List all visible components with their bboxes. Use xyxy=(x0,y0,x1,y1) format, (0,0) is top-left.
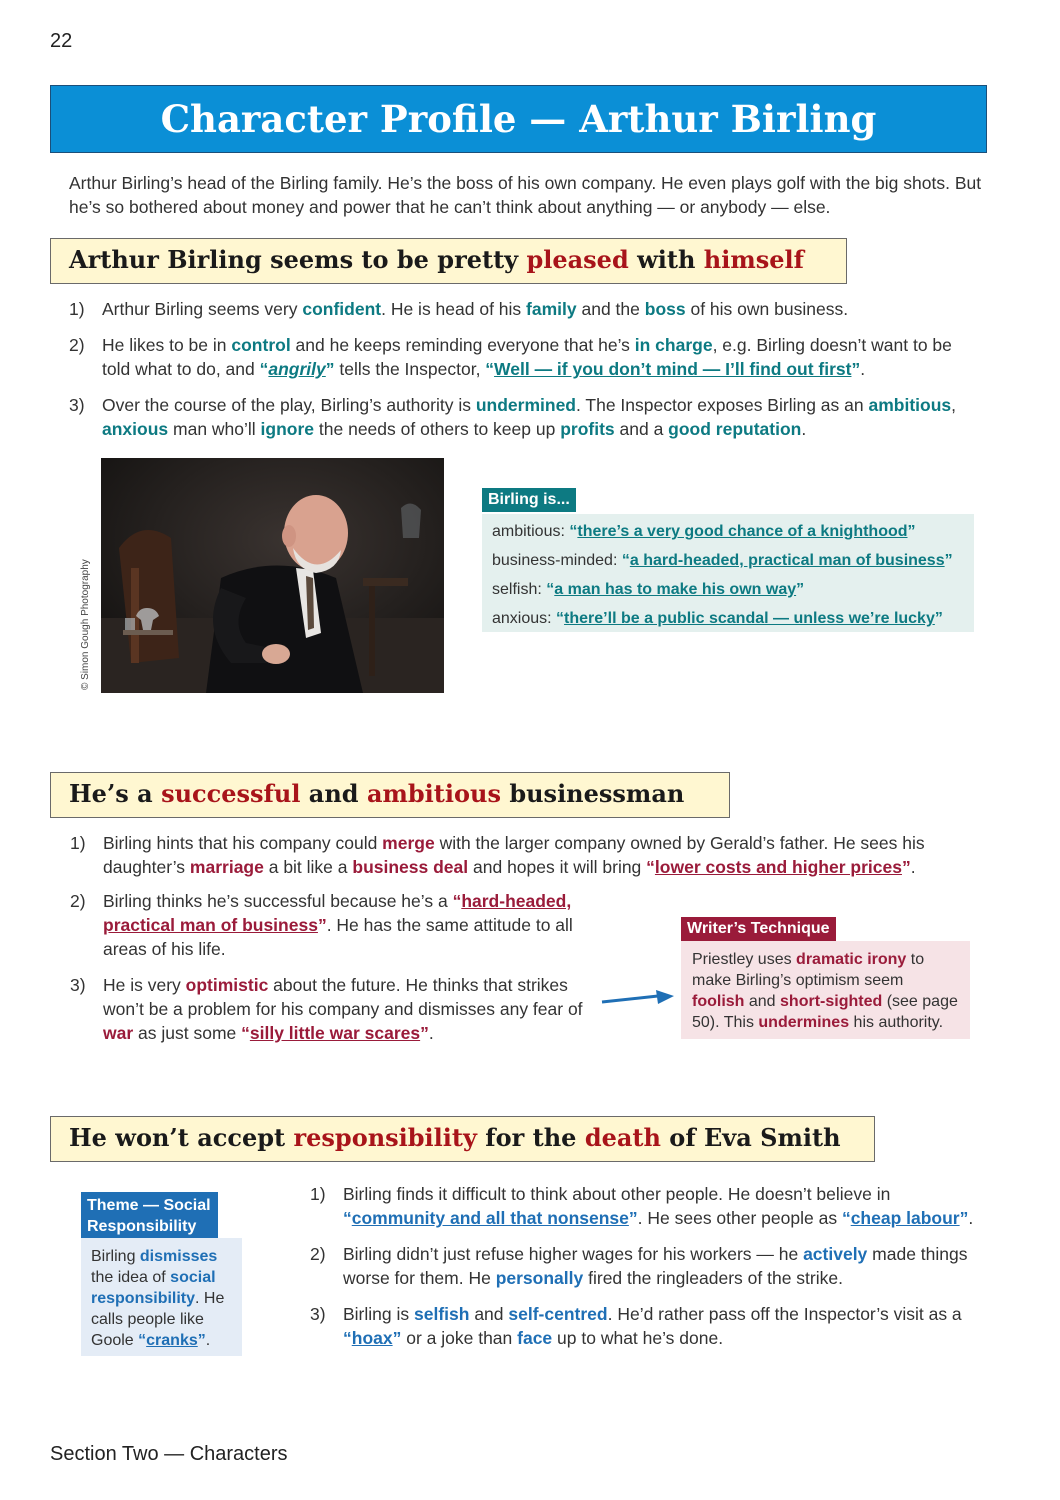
list-item: 2) Birling didn’t just refuse higher wages for his workers — he actively made things worse for them. He personally fired the ringleaders of the strike. xyxy=(310,1244,968,1288)
arrow-right-icon xyxy=(600,988,676,1010)
title-banner xyxy=(50,85,987,153)
photo-credit: © Simon Gough Photography xyxy=(80,559,91,690)
section2-list xyxy=(70,831,985,891)
list-item: 2) He likes to be in control and he keeps reminding everyone that he’s in charge, e.g. Birling doesn’t want to be told what to do, and “angrily” tells the Inspector, “Well — if you don’t mind — I’ll find out first”. xyxy=(69,335,952,379)
section1-list xyxy=(69,297,984,453)
birling-is-row: business-minded: “a hard-headed, practical man of business” xyxy=(492,552,953,569)
page-number: 22 xyxy=(50,30,73,52)
list-item: 3) He is very optimistic about the future. He thinks that strikes won’t be a problem for his company and dismisses any fear of war as just some “silly little war scares”. xyxy=(70,975,583,1043)
page-title: Character Profile — Arthur Birling xyxy=(160,97,877,141)
intro-paragraph: Arthur Birling’s head of the Birling family. He’s the boss of his own company. He even plays golf with the big shots. But he’s so bothered about money and power that he can’t think about anything — or anybody — else. xyxy=(69,173,982,217)
birling-is-box xyxy=(482,514,974,632)
section-footer: Section Two — Characters xyxy=(50,1443,288,1465)
photo-illustration xyxy=(101,458,444,693)
section2-list-narrow xyxy=(70,889,595,1057)
list-item: 1) Arthur Birling seems very confident. He is head of his family and the boss of his own business. xyxy=(69,299,849,319)
writers-technique-box: Priestley uses dramatic irony to make Birling’s optimism seem foolish and short-sighted (see page 50). This undermines his authority. xyxy=(681,941,970,1039)
list-item: 1) Birling hints that his company could merge with the larger company owned by Gerald’s father. He sees his daughter’s marriage a bit like a business deal and hopes it will bring “lower costs and higher prices”. xyxy=(70,833,925,877)
theme-box: Birling dismisses the idea of social responsibility. He calls people like Goole “cranks”. xyxy=(81,1238,242,1356)
list-item: 2) Birling thinks he’s successful because he’s a “hard-headed, practical man of business”. He has the same attitude to all areas of his life. xyxy=(70,891,573,959)
birling-is-row: selfish: “a man has to make his own way” xyxy=(492,581,805,598)
birling-photo xyxy=(101,458,444,693)
theme-tag: Theme — Social Responsibility xyxy=(81,1192,218,1240)
writers-technique-tag: Writer’s Technique xyxy=(681,917,836,941)
section-heading-successful: He’s a successful and ambitious businessman xyxy=(50,772,730,818)
section-heading-pleased: Arthur Birling seems to be pretty pleased with himself xyxy=(50,238,847,284)
section3-list xyxy=(310,1182,980,1362)
list-item: 3) Birling is selfish and self-centred. He’d rather pass off the Inspector’s visit as a “hoax” or a joke than face up to what he’s done. xyxy=(310,1304,962,1348)
birling-is-tag: Birling is... xyxy=(482,488,576,512)
list-item: 1) Birling finds it difficult to think about other people. He doesn’t believe in “community and all that nonsense”. He sees other people as “cheap labour”. xyxy=(310,1184,974,1228)
birling-is-row: anxious: “there’ll be a public scandal — unless we’re lucky” xyxy=(492,610,943,627)
birling-is-row: ambitious: “there’s a very good chance of a knighthood” xyxy=(492,523,916,540)
list-item: 3) Over the course of the play, Birling’s authority is undermined. The Inspector exposes Birling as an ambitious, anxious man who’ll ignore the needs of others to keep up profits and a good reputation. xyxy=(69,395,957,439)
section-heading-responsibility: He won’t accept responsibility for the death of Eva Smith xyxy=(50,1116,875,1162)
